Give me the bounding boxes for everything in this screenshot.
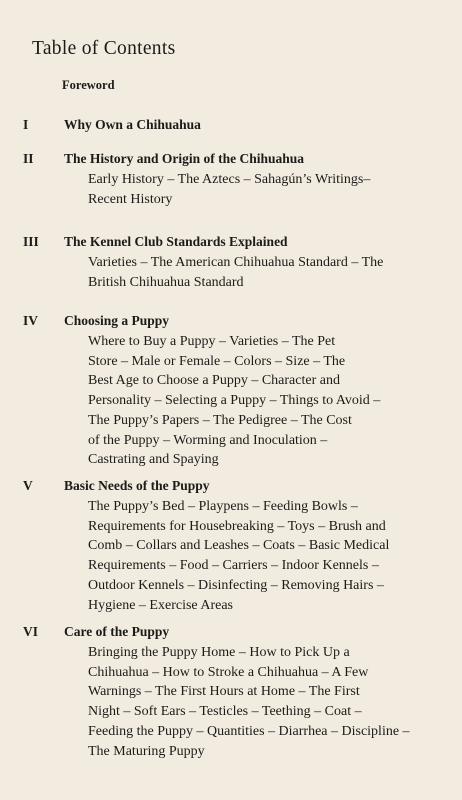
subtopic-line: Night – Soft Ears – Testicles – Teething – Coat –	[88, 704, 362, 720]
chapter-number: I	[23, 117, 29, 132]
chapter-title: Care of the Puppy	[64, 624, 170, 639]
subtopic-line: Hygiene – Exercise Areas	[88, 597, 233, 613]
chapter-number: IV	[23, 313, 39, 328]
chapter-number: III	[23, 234, 39, 249]
page-title: Table of Contents	[32, 38, 176, 59]
subtopic-line: of the Puppy – Worming and Inoculation –	[88, 432, 328, 448]
chapter-number: VI	[23, 624, 39, 639]
chapter-number: II	[23, 151, 34, 166]
subtopic-line: Outdoor Kennels – Disinfecting – Removing Hairs –	[88, 577, 384, 593]
subtopic-line: The Puppy’s Bed – Playpens – Feeding Bowls –	[88, 499, 358, 514]
chapter-title: The Kennel Club Standards Explained	[64, 234, 288, 249]
subtopic-line: The Maturing Puppy	[88, 743, 205, 759]
chapter-number: V	[23, 478, 33, 493]
subtopic-line: Store – Male or Female – Colors – Size – The	[88, 353, 346, 369]
chapter-subtopics	[88, 170, 370, 209]
subtopic-line: Early History – The Aztecs – Sahagún’s Writings–	[88, 172, 371, 187]
subtopic-line: Feeding the Puppy – Quantities – Diarrhea – Discipline –	[88, 723, 410, 739]
subtopic-line: Comb – Collars and Leashes – Coats – Basic Medical	[88, 538, 390, 554]
subtopic-line: Recent History	[88, 191, 173, 207]
subtopic-line: Bringing the Puppy Home – How to Pick Up a	[88, 645, 350, 660]
subtopic-line: Chihuahua – How to Stroke a Chihuahua – A Few	[88, 664, 369, 680]
chapter-title: Choosing a Puppy	[64, 313, 170, 328]
subtopic-line: Personality – Selecting a Puppy – Things to Avoid –	[88, 393, 381, 409]
chapter-title: Basic Needs of the Puppy	[64, 478, 210, 493]
subtopic-line: The Puppy’s Papers – The Pedigree – The Cost	[88, 412, 352, 428]
subtopic-line: Requirements – Food – Carriers – Indoor Kennels –	[88, 558, 379, 574]
subtopic-line: Varieties – The American Chihuahua Standard – The	[88, 255, 384, 270]
foreword-entry: Foreword	[62, 78, 115, 92]
subtopic-line: Best Age to Choose a Puppy – Character and	[88, 373, 340, 389]
chapter-subtopics	[88, 643, 410, 761]
chapter-subtopics	[88, 332, 380, 470]
chapter-subtopics	[88, 497, 389, 615]
subtopic-line: Warnings – The First Hours at Home – The First	[88, 684, 360, 700]
chapter-subtopics	[88, 253, 383, 292]
subtopic-line: Where to Buy a Puppy – Varieties – The Pet	[88, 334, 336, 349]
subtopic-line: Requirements for Housebreaking – Toys – Brush and	[88, 518, 386, 534]
subtopic-line: British Chihuahua Standard	[88, 274, 244, 290]
chapter-title: The History and Origin of the Chihuahua	[64, 151, 305, 166]
chapter-title: Why Own a Chihuahua	[64, 117, 201, 132]
subtopic-line: Castrating and Spaying	[88, 452, 219, 468]
